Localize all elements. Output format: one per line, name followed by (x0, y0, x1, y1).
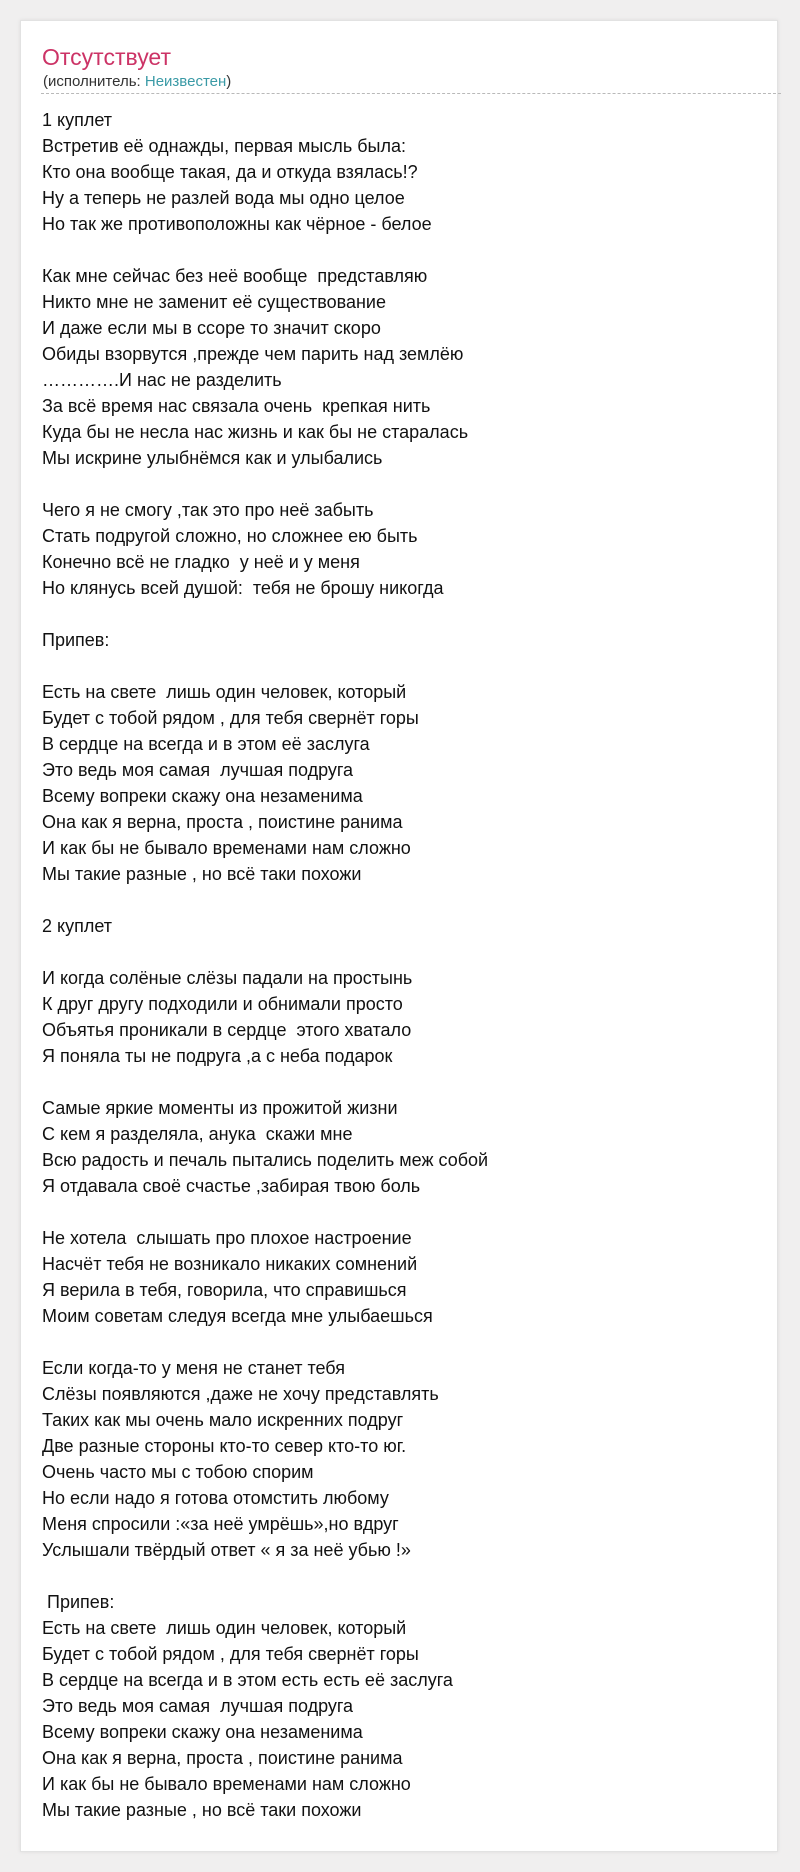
lyric-line: Но если надо я готова отомстить любому (42, 1488, 389, 1508)
lyric-line: Если когда-то у меня не станет тебя (42, 1358, 345, 1378)
lyrics-text (42, 107, 742, 1823)
lyric-line: Она как я верна, проста , поистине ранима (42, 812, 403, 832)
lyric-line: Всему вопреки скажу она незаменима (42, 786, 363, 806)
lyric-line: Никто мне не заменит её существование (42, 292, 386, 312)
lyric-line: Ну а теперь не разлей вода мы одно целое (42, 188, 405, 208)
lyrics-card (20, 20, 778, 1852)
lyric-line: Припев: (42, 630, 110, 650)
lyric-line: Объятья проникали в сердце этого хватало (42, 1020, 412, 1040)
lyric-line: Я поняла ты не подруга ,а с неба подарок (42, 1046, 393, 1066)
lyric-line: Очень часто мы с тобою спорим (42, 1462, 314, 1482)
lyric-line: Но так же противоположны как чёрное - белое (42, 214, 432, 234)
lyric-line: Но клянусь всей душой: тебя не брошу никогда (42, 578, 444, 598)
lyric-line: Самые яркие моменты из прожитой жизни (42, 1098, 398, 1118)
lyric-line: 2 куплет (42, 916, 112, 936)
lyric-line: Это ведь моя самая лучшая подруга (42, 1696, 354, 1716)
lyric-blank-line (42, 601, 742, 627)
lyric-line: Меня спросили :«за неё умрёшь»,но вдруг (42, 1514, 399, 1534)
lyric-line: Обиды взорвутся ,прежде чем парить над землёю (42, 344, 464, 364)
artist-prefix: (исполнитель: (43, 73, 145, 90)
lyric-line: И когда солёные слёзы падали на простынь (42, 968, 413, 988)
lyric-line: Таких как мы очень мало искренних подруг (42, 1410, 404, 1430)
lyric-line: Мы такие разные , но всё таки похожи (42, 1800, 362, 1820)
lyric-line: Чего я не смогу ,так это про неё забыть (42, 500, 374, 520)
lyric-line: Припев: (42, 1592, 115, 1612)
lyric-blank-line (42, 1199, 742, 1225)
lyric-line: Всю радость и печаль пытались поделить меж собой (42, 1150, 489, 1170)
lyric-blank-line (42, 237, 742, 263)
artist-link[interactable]: Неизвестен (144, 73, 227, 90)
lyric-line: В сердце на всегда и в этом есть есть её заслуга (42, 1670, 453, 1690)
lyric-line: Насчёт тебя не возникало никаких сомнений (42, 1254, 418, 1274)
lyric-line: Мы такие разные , но всё таки похожи (42, 864, 362, 884)
lyric-line: Она как я верна, проста , поистине ранима (42, 1748, 403, 1768)
lyric-line: С кем я разделяла, анука скажи мне (42, 1124, 353, 1144)
lyric-line: Не хотела слышать про плохое настроение (42, 1228, 412, 1248)
lyric-line: Мы искрине улыбнёмся как и улыбались (42, 448, 383, 468)
lyric-line: Это ведь моя самая лучшая подруга (42, 760, 354, 780)
lyric-line: И даже если мы в ссоре то значит скоро (42, 318, 381, 338)
lyric-line: Услышали твёрдый ответ « я за неё убью !» (42, 1540, 411, 1560)
lyric-line: За всё время нас связала очень крепкая нить (42, 396, 431, 416)
lyric-line: Есть на свете лишь один человек, который (42, 682, 407, 702)
song-title: Отсутствует (42, 44, 171, 70)
lyric-line: Я отдавала своё счастье ,забирая твою боль (42, 1176, 421, 1196)
lyric-line: 1 куплет (42, 110, 112, 130)
lyric-line: Встретив её однажды, первая мысль была: (42, 136, 406, 156)
lyric-line: ………….И нас не разделить (42, 370, 282, 390)
artist-suffix: ) (226, 73, 232, 90)
lyric-line: В сердце на всегда и в этом её заслуга (42, 734, 370, 754)
lyric-line: Куда бы не несла нас жизнь и как бы не старалась (42, 422, 469, 442)
lyric-blank-line (42, 939, 742, 965)
lyric-line: Моим советам следуя всегда мне улыбаешься (42, 1306, 433, 1326)
lyric-blank-line (42, 1069, 742, 1095)
lyric-blank-line (42, 1563, 742, 1589)
artist-line (43, 73, 231, 91)
lyric-line: Две разные стороны кто-то север кто-то юг. (42, 1436, 407, 1456)
lyric-line: К друг другу подходили и обнимали просто (42, 994, 403, 1014)
lyric-line: Стать подругой сложно, но сложнее ею быть (42, 526, 418, 546)
lyric-line: Кто она вообще такая, да и откуда взялась!? (42, 162, 418, 182)
lyric-line: И как бы не бывало временами нам сложно (42, 1774, 411, 1794)
lyric-line: Всему вопреки скажу она незаменима (42, 1722, 363, 1742)
lyric-blank-line (42, 653, 742, 679)
lyric-line: Как мне сейчас без неё вообще представляю (42, 266, 428, 286)
header-divider (41, 93, 781, 94)
lyric-line: И как бы не бывало временами нам сложно (42, 838, 411, 858)
lyric-blank-line (42, 887, 742, 913)
lyric-line: Будет с тобой рядом , для тебя свернёт горы (42, 708, 419, 728)
lyric-line: Слёзы появляются ,даже не хочу представлять (42, 1384, 439, 1404)
lyric-line: Есть на свете лишь один человек, который (42, 1618, 407, 1638)
lyric-line: Конечно всё не гладко у неё и у меня (42, 552, 360, 572)
lyric-blank-line (42, 1329, 742, 1355)
lyric-line: Будет с тобой рядом , для тебя свернёт горы (42, 1644, 419, 1664)
lyric-blank-line (42, 471, 742, 497)
lyric-line: Я верила в тебя, говорила, что справишься (42, 1280, 407, 1300)
